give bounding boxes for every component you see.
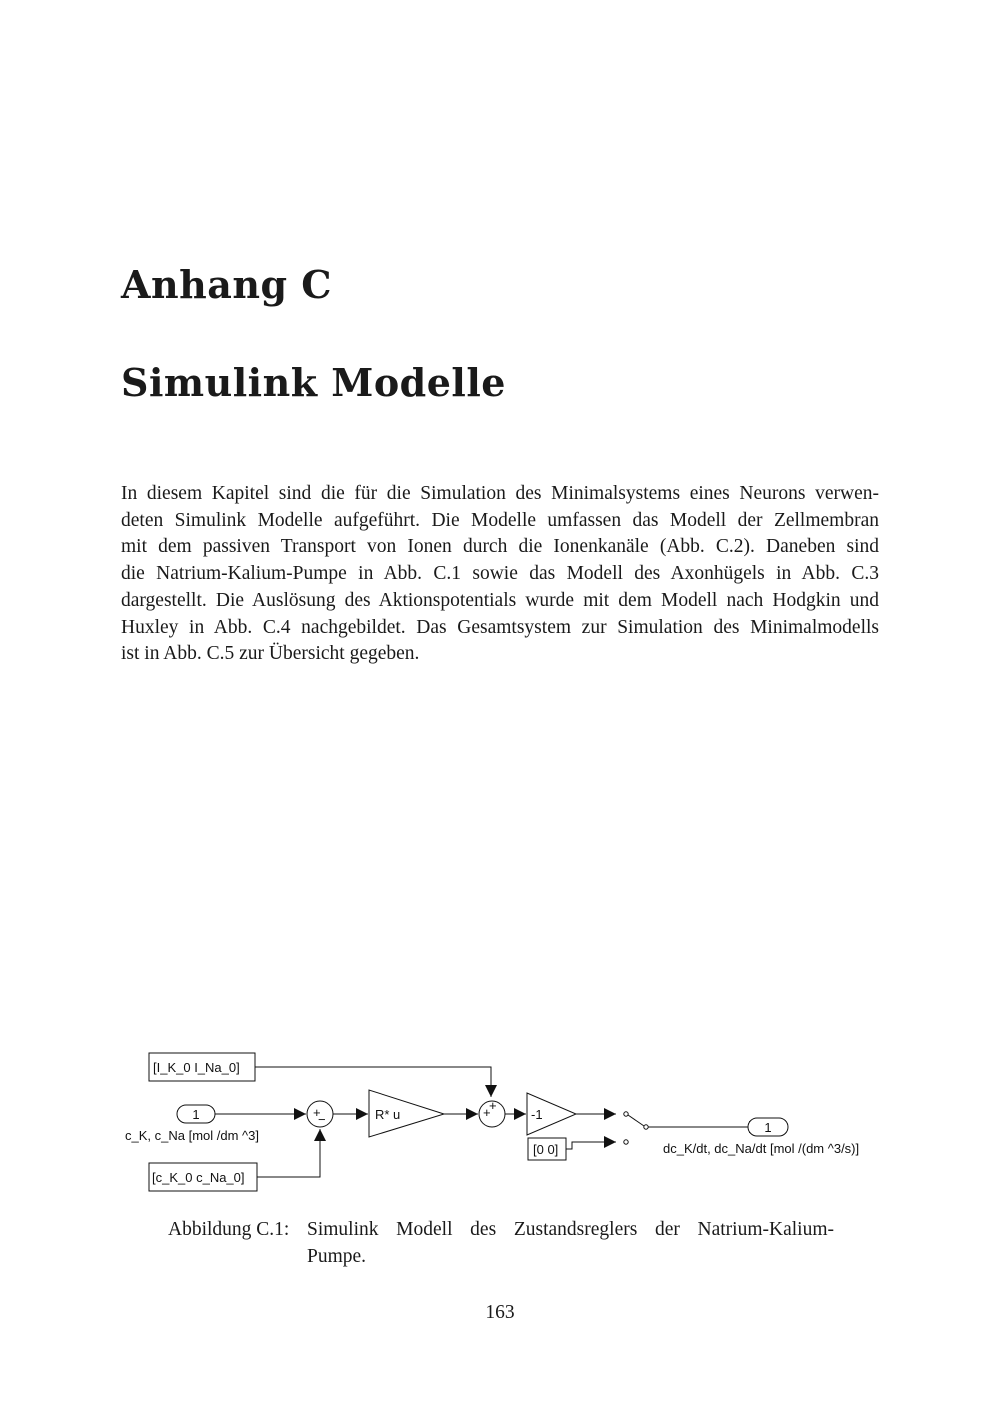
goto-current-label: [I_K_0 I_Na_0] (153, 1060, 240, 1075)
sum1-plus-sign: + (313, 1105, 321, 1120)
chapter-label: Anhang C (121, 262, 333, 307)
paragraph-line: Huxley in Abb. C.4 nachgebildet. Das Gesamtsystem zur Simulation des Minimalmodells (121, 616, 879, 638)
constant-block (528, 1138, 566, 1160)
caption-label: Abbildung C.1: (168, 1219, 290, 1240)
gain-block-negate (527, 1093, 576, 1135)
sum-block-2 (479, 1098, 505, 1127)
connector-line (257, 1129, 320, 1177)
inport-number: 1 (192, 1107, 200, 1122)
gain-negate-label: -1 (531, 1107, 543, 1122)
caption-text-line: Pumpe. (307, 1246, 367, 1267)
goto-concentration-label: [c_K_0 c_Na_0] (152, 1170, 245, 1185)
connector-line (566, 1142, 616, 1149)
chapter-title: Simulink Modelle (121, 360, 506, 405)
paragraph-line: mit dem passiven Transport von Ionen durch die Ionenkanäle (Abb. C.2). Daneben sind (121, 536, 879, 558)
outport-block (748, 1118, 788, 1136)
sum-block-1 (307, 1101, 333, 1127)
inport-block (177, 1105, 215, 1123)
paragraph-line: dargestellt. Die Auslösung des Aktionspotentials wurde mit dem Modell nach Hodgkin und (121, 589, 879, 611)
gain-r-label: R* u (375, 1107, 401, 1122)
sum2-plus-sign-left: + (483, 1105, 491, 1120)
caption-text-line: Simulink Modell des Zustandsreglers der Natrium-Kalium- (307, 1219, 834, 1240)
paragraph-line: ist in Abb. C.5 zur Übersicht gegeben. (121, 643, 420, 665)
paragraph-line: deten Simulink Modelle aufgeführt. Die Modelle umfassen das Modell der Zellmembran (121, 509, 879, 531)
page-number: 163 (485, 1302, 515, 1323)
sum1-minus-sign: − (318, 1112, 326, 1127)
simulink-diagram (0, 1030, 1000, 1200)
intro-paragraph (121, 481, 879, 668)
paragraph-line: In diesem Kapitel sind die für die Simulation des Minimalsystems eines Neurons verwen- (121, 483, 879, 504)
gain-block-r (369, 1090, 444, 1137)
goto-block-current (149, 1053, 255, 1081)
constant-label: [0 0] (533, 1142, 559, 1157)
paragraph-line: die Natrium-Kalium-Pumpe in Abb. C.1 sowie das Modell des Axonhügels in Abb. C.3 (121, 563, 879, 585)
inport-label: c_K, c_Na [mol /dm ^3] (125, 1128, 259, 1143)
outport-number: 1 (764, 1120, 772, 1135)
switch-block (624, 1112, 648, 1144)
goto-block-concentration (149, 1163, 257, 1191)
sum2-plus-sign-top: + (489, 1098, 497, 1113)
outport-label: dc_K/dt, dc_Na/dt [mol /(dm ^3/s)] (663, 1141, 860, 1156)
